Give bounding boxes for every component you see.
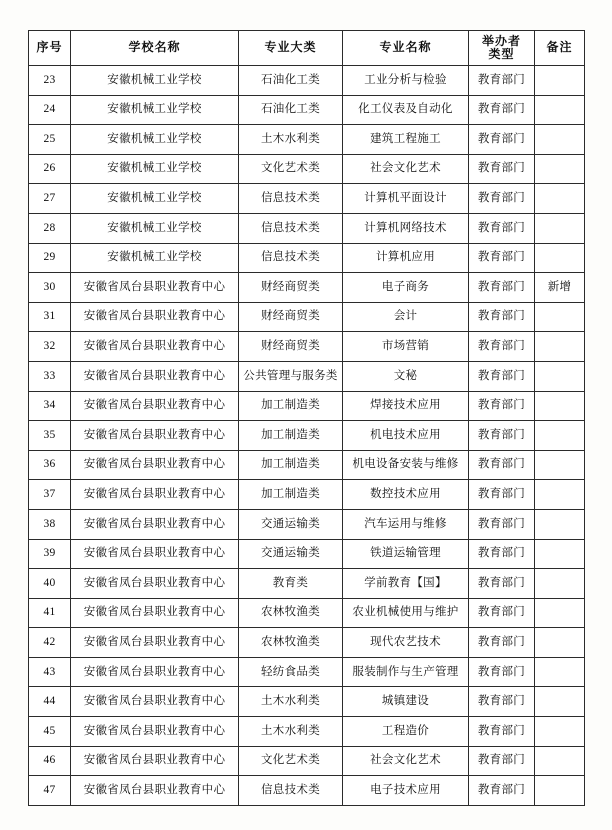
cell-seq: 25 (29, 125, 71, 155)
cell-organizer-type: 教育部门 (469, 776, 535, 806)
cell-note (535, 66, 585, 96)
table-row (29, 687, 585, 717)
cell-organizer-type: 教育部门 (469, 154, 535, 184)
cell-organizer-type: 教育部门 (469, 628, 535, 658)
cell-school-name: 安徽省凤台县职业教育中心 (71, 628, 239, 658)
cell-note (535, 717, 585, 747)
cell-school-name: 安徽机械工业学校 (71, 66, 239, 96)
school-major-table (28, 30, 585, 806)
table-row (29, 717, 585, 747)
cell-organizer-type: 教育部门 (469, 569, 535, 599)
cell-major-category: 土木水利类 (239, 687, 343, 717)
cell-major-name: 计算机应用 (343, 243, 469, 273)
cell-major-name: 市场营销 (343, 332, 469, 362)
table-row (29, 776, 585, 806)
cell-note (535, 539, 585, 569)
cell-organizer-type: 教育部门 (469, 391, 535, 421)
cell-major-name: 现代农艺技术 (343, 628, 469, 658)
cell-major-category: 加工制造类 (239, 450, 343, 480)
cell-organizer-type: 教育部门 (469, 95, 535, 125)
header-organizer-type (469, 31, 535, 66)
cell-seq: 40 (29, 569, 71, 599)
cell-organizer-type: 教育部门 (469, 213, 535, 243)
cell-major-name: 汽车运用与维修 (343, 509, 469, 539)
cell-major-name: 机电技术应用 (343, 421, 469, 451)
cell-major-category: 交通运输类 (239, 539, 343, 569)
cell-major-name: 工程造价 (343, 717, 469, 747)
cell-major-name: 农业机械使用与维护 (343, 598, 469, 628)
cell-seq: 27 (29, 184, 71, 214)
cell-seq: 47 (29, 776, 71, 806)
cell-note (535, 480, 585, 510)
cell-note (535, 569, 585, 599)
cell-major-category: 农林牧渔类 (239, 628, 343, 658)
table-row (29, 480, 585, 510)
table-row (29, 746, 585, 776)
cell-note (535, 243, 585, 273)
cell-organizer-type: 教育部门 (469, 125, 535, 155)
table-row (29, 628, 585, 658)
cell-organizer-type: 教育部门 (469, 361, 535, 391)
cell-organizer-type: 教育部门 (469, 450, 535, 480)
cell-major-category: 公共管理与服务类 (239, 361, 343, 391)
cell-organizer-type: 教育部门 (469, 657, 535, 687)
table-header-row (29, 31, 585, 66)
cell-organizer-type: 教育部门 (469, 717, 535, 747)
cell-organizer-type: 教育部门 (469, 66, 535, 96)
cell-note (535, 125, 585, 155)
table-row (29, 391, 585, 421)
cell-school-name: 安徽省凤台县职业教育中心 (71, 480, 239, 510)
cell-seq: 29 (29, 243, 71, 273)
cell-school-name: 安徽省凤台县职业教育中心 (71, 509, 239, 539)
cell-major-category: 加工制造类 (239, 480, 343, 510)
cell-note (535, 776, 585, 806)
cell-school-name: 安徽省凤台县职业教育中心 (71, 776, 239, 806)
table-row (29, 509, 585, 539)
table-row (29, 361, 585, 391)
cell-major-name: 工业分析与检验 (343, 66, 469, 96)
table-header (29, 31, 585, 66)
cell-note (535, 421, 585, 451)
table-row (29, 421, 585, 451)
cell-seq: 39 (29, 539, 71, 569)
table-row (29, 154, 585, 184)
table-row (29, 243, 585, 273)
cell-note (535, 628, 585, 658)
cell-major-category: 教育类 (239, 569, 343, 599)
cell-major-name: 计算机网络技术 (343, 213, 469, 243)
cell-major-name: 建筑工程施工 (343, 125, 469, 155)
header-major-category: 专业大类 (239, 31, 343, 66)
header-school-name: 学校名称 (71, 31, 239, 66)
cell-note (535, 687, 585, 717)
cell-note (535, 332, 585, 362)
cell-seq: 30 (29, 273, 71, 303)
table-body (29, 66, 585, 806)
cell-major-category: 信息技术类 (239, 776, 343, 806)
cell-major-category: 农林牧渔类 (239, 598, 343, 628)
cell-seq: 28 (29, 213, 71, 243)
cell-major-name: 化工仪表及自动化 (343, 95, 469, 125)
cell-note (535, 746, 585, 776)
cell-school-name: 安徽省凤台县职业教育中心 (71, 302, 239, 332)
cell-major-category: 文化艺术类 (239, 154, 343, 184)
cell-major-category: 信息技术类 (239, 184, 343, 214)
cell-school-name: 安徽机械工业学校 (71, 184, 239, 214)
cell-major-category: 土木水利类 (239, 125, 343, 155)
cell-school-name: 安徽省凤台县职业教育中心 (71, 391, 239, 421)
cell-organizer-type: 教育部门 (469, 746, 535, 776)
cell-major-category: 加工制造类 (239, 421, 343, 451)
cell-major-name: 机电设备安装与维修 (343, 450, 469, 480)
cell-school-name: 安徽省凤台县职业教育中心 (71, 421, 239, 451)
cell-note (535, 361, 585, 391)
cell-seq: 26 (29, 154, 71, 184)
cell-major-category: 信息技术类 (239, 213, 343, 243)
cell-organizer-type: 教育部门 (469, 509, 535, 539)
cell-seq: 33 (29, 361, 71, 391)
cell-organizer-type: 教育部门 (469, 184, 535, 214)
cell-school-name: 安徽省凤台县职业教育中心 (71, 717, 239, 747)
cell-seq: 35 (29, 421, 71, 451)
cell-major-name: 城镇建设 (343, 687, 469, 717)
cell-major-category: 财经商贸类 (239, 302, 343, 332)
cell-major-name: 社会文化艺术 (343, 746, 469, 776)
table-row (29, 569, 585, 599)
cell-school-name: 安徽机械工业学校 (71, 213, 239, 243)
cell-seq: 31 (29, 302, 71, 332)
header-organizer-type-line1: 举办者 (481, 33, 521, 48)
table-row (29, 539, 585, 569)
cell-school-name: 安徽省凤台县职业教育中心 (71, 539, 239, 569)
table-row (29, 213, 585, 243)
cell-school-name: 安徽省凤台县职业教育中心 (71, 598, 239, 628)
cell-seq: 45 (29, 717, 71, 747)
cell-school-name: 安徽省凤台县职业教育中心 (71, 746, 239, 776)
table-row (29, 184, 585, 214)
table-row (29, 66, 585, 96)
cell-organizer-type: 教育部门 (469, 539, 535, 569)
cell-major-category: 文化艺术类 (239, 746, 343, 776)
cell-seq: 36 (29, 450, 71, 480)
table-row (29, 332, 585, 362)
table-row (29, 450, 585, 480)
cell-major-category: 石油化工类 (239, 95, 343, 125)
cell-major-category: 土木水利类 (239, 717, 343, 747)
cell-seq: 46 (29, 746, 71, 776)
cell-note (535, 184, 585, 214)
cell-major-category: 轻纺食品类 (239, 657, 343, 687)
cell-major-name: 铁道运输管理 (343, 539, 469, 569)
table-row (29, 657, 585, 687)
cell-note (535, 509, 585, 539)
cell-organizer-type: 教育部门 (469, 302, 535, 332)
table-row (29, 598, 585, 628)
cell-school-name: 安徽机械工业学校 (71, 243, 239, 273)
cell-school-name: 安徽省凤台县职业教育中心 (71, 332, 239, 362)
table-row (29, 273, 585, 303)
cell-major-category: 财经商贸类 (239, 273, 343, 303)
cell-seq: 23 (29, 66, 71, 96)
cell-seq: 24 (29, 95, 71, 125)
cell-note (535, 657, 585, 687)
cell-school-name: 安徽省凤台县职业教育中心 (71, 450, 239, 480)
cell-major-name: 会计 (343, 302, 469, 332)
cell-organizer-type: 教育部门 (469, 598, 535, 628)
header-organizer-type-line2: 类型 (488, 47, 515, 61)
cell-organizer-type: 教育部门 (469, 332, 535, 362)
cell-major-name: 文秘 (343, 361, 469, 391)
cell-organizer-type: 教育部门 (469, 480, 535, 510)
table-row (29, 302, 585, 332)
cell-seq: 38 (29, 509, 71, 539)
cell-major-name: 计算机平面设计 (343, 184, 469, 214)
cell-major-category: 加工制造类 (239, 391, 343, 421)
cell-organizer-type: 教育部门 (469, 243, 535, 273)
cell-seq: 37 (29, 480, 71, 510)
cell-major-name: 焊接技术应用 (343, 391, 469, 421)
cell-organizer-type: 教育部门 (469, 273, 535, 303)
cell-school-name: 安徽机械工业学校 (71, 125, 239, 155)
cell-school-name: 安徽机械工业学校 (71, 154, 239, 184)
cell-school-name: 安徽省凤台县职业教育中心 (71, 273, 239, 303)
cell-major-name: 电子商务 (343, 273, 469, 303)
cell-note (535, 391, 585, 421)
table-row (29, 125, 585, 155)
cell-major-name: 学前教育【国】 (343, 569, 469, 599)
cell-seq: 42 (29, 628, 71, 658)
school-major-table-container (28, 30, 584, 806)
cell-school-name: 安徽机械工业学校 (71, 95, 239, 125)
cell-seq: 41 (29, 598, 71, 628)
cell-seq: 34 (29, 391, 71, 421)
cell-major-name: 社会文化艺术 (343, 154, 469, 184)
cell-note (535, 154, 585, 184)
header-seq: 序号 (29, 31, 71, 66)
cell-seq: 43 (29, 657, 71, 687)
cell-major-category: 财经商贸类 (239, 332, 343, 362)
header-note: 备注 (535, 31, 585, 66)
cell-note (535, 302, 585, 332)
cell-major-category: 石油化工类 (239, 66, 343, 96)
header-major-name: 专业名称 (343, 31, 469, 66)
table-row (29, 95, 585, 125)
cell-organizer-type: 教育部门 (469, 687, 535, 717)
cell-seq: 44 (29, 687, 71, 717)
cell-organizer-type: 教育部门 (469, 421, 535, 451)
cell-school-name: 安徽省凤台县职业教育中心 (71, 657, 239, 687)
cell-major-name: 服装制作与生产管理 (343, 657, 469, 687)
cell-school-name: 安徽省凤台县职业教育中心 (71, 361, 239, 391)
cell-seq: 32 (29, 332, 71, 362)
cell-note (535, 213, 585, 243)
cell-note (535, 598, 585, 628)
cell-note: 新增 (535, 273, 585, 303)
cell-major-name: 数控技术应用 (343, 480, 469, 510)
cell-major-category: 交通运输类 (239, 509, 343, 539)
cell-school-name: 安徽省凤台县职业教育中心 (71, 569, 239, 599)
cell-major-category: 信息技术类 (239, 243, 343, 273)
cell-note (535, 95, 585, 125)
cell-major-name: 电子技术应用 (343, 776, 469, 806)
cell-note (535, 450, 585, 480)
cell-school-name: 安徽省凤台县职业教育中心 (71, 687, 239, 717)
